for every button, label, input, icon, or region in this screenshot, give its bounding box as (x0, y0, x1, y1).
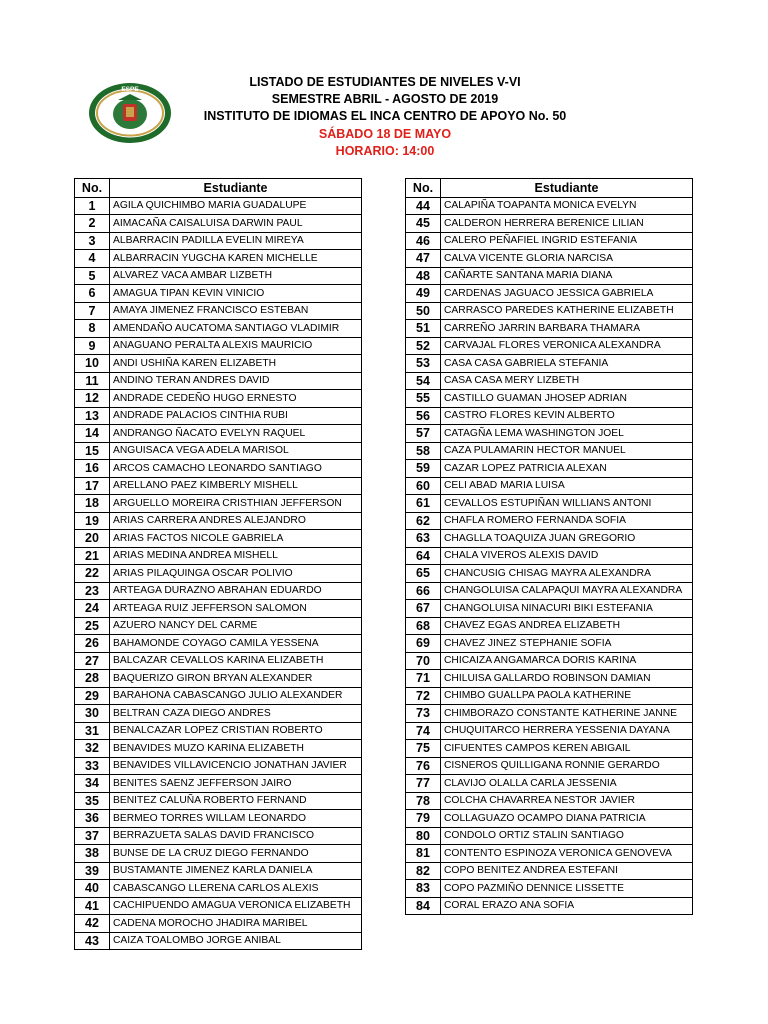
student-number: 36 (75, 810, 110, 828)
table-row (75, 652, 362, 670)
student-number: 34 (75, 775, 110, 793)
table-row (406, 670, 693, 688)
student-name: ANDRANGO ÑACATO EVELYN RAQUEL (110, 425, 362, 443)
table-row (75, 442, 362, 460)
table-row (75, 512, 362, 530)
student-number: 16 (75, 460, 110, 478)
table-row (75, 285, 362, 303)
student-name: CALAPIÑA TOAPANTA MONICA EVELYN (441, 197, 693, 215)
student-name: CHAGLLA TOAQUIZA JUAN GREGORIO (441, 530, 693, 548)
student-name: CHANGOLUISA CALAPAQUI MAYRA ALEXANDRA (441, 582, 693, 600)
student-number: 5 (75, 267, 110, 285)
student-name: CHANCUSIG CHISAG MAYRA ALEXANDRA (441, 565, 693, 583)
table-row (406, 407, 693, 425)
student-number: 27 (75, 652, 110, 670)
table-row (406, 250, 693, 268)
student-name: ARTEAGA DURAZNO ABRAHAN EDUARDO (110, 582, 362, 600)
table-row (75, 897, 362, 915)
student-number: 9 (75, 337, 110, 355)
student-number: 80 (406, 827, 441, 845)
table-row (75, 425, 362, 443)
student-name: AMAYA JIMENEZ FRANCISCO ESTEBAN (110, 302, 362, 320)
table-row (406, 617, 693, 635)
student-name: CASA CASA MERY LIZBETH (441, 372, 693, 390)
table-row (406, 267, 693, 285)
student-name: ANDRADE PALACIOS CINTHIA RUBI (110, 407, 362, 425)
student-name: CADENA MOROCHO JHADIRA MARIBEL (110, 915, 362, 933)
student-number: 41 (75, 897, 110, 915)
student-name: CARREÑO JARRIN BARBARA THAMARA (441, 320, 693, 338)
table-row (406, 600, 693, 618)
table-row (406, 512, 693, 530)
student-name: BENITES SAENZ JEFFERSON JAIRO (110, 775, 362, 793)
student-number: 12 (75, 390, 110, 408)
student-number: 31 (75, 722, 110, 740)
header-title: LISTADO DE ESTUDIANTES DE NIVELES V-VI (249, 75, 521, 89)
table-row (406, 372, 693, 390)
student-number: 65 (406, 565, 441, 583)
student-name: CHAVEZ JINEZ STEPHANIE SOFIA (441, 635, 693, 653)
student-number: 82 (406, 862, 441, 880)
student-number: 13 (75, 407, 110, 425)
student-number: 51 (406, 320, 441, 338)
table-row (75, 880, 362, 898)
student-name: CASTILLO GUAMAN JHOSEP ADRIAN (441, 390, 693, 408)
student-number: 50 (406, 302, 441, 320)
table-row (406, 460, 693, 478)
student-number: 8 (75, 320, 110, 338)
student-name: BAQUERIZO GIRON BRYAN ALEXANDER (110, 670, 362, 688)
table-row (406, 792, 693, 810)
table-row (75, 407, 362, 425)
table-row (406, 337, 693, 355)
student-number: 49 (406, 285, 441, 303)
table-row (406, 862, 693, 880)
student-number: 10 (75, 355, 110, 373)
student-number: 72 (406, 687, 441, 705)
student-name: BENITEZ CALUÑA ROBERTO FERNAND (110, 792, 362, 810)
student-name: CALVA VICENTE GLORIA NARCISA (441, 250, 693, 268)
table-row (406, 582, 693, 600)
student-number: 40 (75, 880, 110, 898)
table-row (406, 495, 693, 513)
student-number: 74 (406, 722, 441, 740)
student-number: 52 (406, 337, 441, 355)
student-name: BERMEO TORRES WILLAM LEONARDO (110, 810, 362, 828)
student-name: CHUQUITARCO HERRERA YESSENIA DAYANA (441, 722, 693, 740)
table-row (406, 547, 693, 565)
table-row (406, 355, 693, 373)
header-date: SÁBADO 18 DE MAYO (318, 126, 452, 141)
student-name: ANAGUANO PERALTA ALEXIS MAURICIO (110, 337, 362, 355)
table-row (75, 705, 362, 723)
column-header-number: No. (406, 179, 441, 198)
student-name: COLCHA CHAVARREA NESTOR JAVIER (441, 792, 693, 810)
document-header (200, 74, 570, 160)
table-row (406, 425, 693, 443)
table-row (75, 460, 362, 478)
student-name: CACHIPUENDO AMAGUA VERONICA ELIZABETH (110, 897, 362, 915)
student-name: CHICAIZA ANGAMARCA DORIS KARINA (441, 652, 693, 670)
table-row (75, 617, 362, 635)
student-number: 35 (75, 792, 110, 810)
student-number: 44 (406, 197, 441, 215)
student-number: 71 (406, 670, 441, 688)
student-name: CHIMBORAZO CONSTANTE KATHERINE JANNE (441, 705, 693, 723)
student-name: BELTRAN CAZA DIEGO ANDRES (110, 705, 362, 723)
student-name: COPO BENITEZ ANDREA ESTEFANI (441, 862, 693, 880)
table-row (406, 775, 693, 793)
student-number: 21 (75, 547, 110, 565)
student-number: 54 (406, 372, 441, 390)
student-number: 75 (406, 740, 441, 758)
student-number: 18 (75, 495, 110, 513)
table-row (406, 687, 693, 705)
student-number: 67 (406, 600, 441, 618)
student-number: 58 (406, 442, 441, 460)
student-name: ALBARRACIN PADILLA EVELIN MIREYA (110, 232, 362, 250)
student-name: ALVAREZ VACA AMBAR LIZBETH (110, 267, 362, 285)
student-name: COLLAGUAZO OCAMPO DIANA PATRICIA (441, 810, 693, 828)
table-row (406, 845, 693, 863)
table-row (406, 705, 693, 723)
table-row (406, 215, 693, 233)
student-number: 4 (75, 250, 110, 268)
student-number: 73 (406, 705, 441, 723)
student-number: 70 (406, 652, 441, 670)
student-name: ARGUELLO MOREIRA CRISTHIAN JEFFERSON (110, 495, 362, 513)
student-name: CIFUENTES CAMPOS KEREN ABIGAIL (441, 740, 693, 758)
student-number: 47 (406, 250, 441, 268)
student-number: 46 (406, 232, 441, 250)
student-name: CAÑARTE SANTANA MARIA DIANA (441, 267, 693, 285)
table-row (75, 547, 362, 565)
table-row (406, 390, 693, 408)
table-row (406, 232, 693, 250)
student-number: 26 (75, 635, 110, 653)
table-row (406, 652, 693, 670)
student-name: BAHAMONDE COYAGO CAMILA YESSENA (110, 635, 362, 653)
student-table-left (74, 178, 362, 950)
table-row (406, 722, 693, 740)
table-row (75, 267, 362, 285)
student-name: CORAL ERAZO ANA SOFIA (441, 897, 693, 915)
student-name: CISNEROS QUILLIGANA RONNIE GERARDO (441, 757, 693, 775)
student-number: 15 (75, 442, 110, 460)
student-name: ANDRADE CEDEÑO HUGO ERNESTO (110, 390, 362, 408)
student-number: 25 (75, 617, 110, 635)
student-number: 29 (75, 687, 110, 705)
table-row (406, 442, 693, 460)
table-row (75, 372, 362, 390)
student-number: 84 (406, 897, 441, 915)
table-row (75, 845, 362, 863)
student-number: 3 (75, 232, 110, 250)
table-row (75, 810, 362, 828)
table-row (406, 880, 693, 898)
student-name: ANDINO TERAN ANDRES DAVID (110, 372, 362, 390)
table-row (75, 477, 362, 495)
student-name: BUSTAMANTE JIMENEZ KARLA DANIELA (110, 862, 362, 880)
student-number: 55 (406, 390, 441, 408)
student-name: AZUERO NANCY DEL CARME (110, 617, 362, 635)
table-header-row (406, 179, 693, 198)
student-name: CALDERON HERRERA BERENICE LILIAN (441, 215, 693, 233)
student-name: CHANGOLUISA NINACURI BIKI ESTEFANIA (441, 600, 693, 618)
student-name: CAZA PULAMARIN HECTOR MANUEL (441, 442, 693, 460)
table-row (75, 635, 362, 653)
student-number: 32 (75, 740, 110, 758)
student-name: BUNSE DE LA CRUZ DIEGO FERNANDO (110, 845, 362, 863)
student-name: CHALA VIVEROS ALEXIS DAVID (441, 547, 693, 565)
table-row (75, 722, 362, 740)
student-number: 60 (406, 477, 441, 495)
student-number: 64 (406, 547, 441, 565)
student-name: ARCOS CAMACHO LEONARDO SANTIAGO (110, 460, 362, 478)
table-row (75, 337, 362, 355)
table-row (75, 197, 362, 215)
table-row (75, 565, 362, 583)
student-number: 77 (406, 775, 441, 793)
student-name: CASTRO FLORES KEVIN ALBERTO (441, 407, 693, 425)
student-name: CATAGÑA LEMA WASHINGTON JOEL (441, 425, 693, 443)
student-name: CASA CASA GABRIELA STEFANIA (441, 355, 693, 373)
student-name: ALBARRACIN YUGCHA KAREN MICHELLE (110, 250, 362, 268)
table-row (75, 582, 362, 600)
student-number: 76 (406, 757, 441, 775)
column-header-student: Estudiante (441, 179, 693, 198)
table-header-row (75, 179, 362, 198)
student-number: 38 (75, 845, 110, 863)
student-number: 7 (75, 302, 110, 320)
table-row (75, 495, 362, 513)
student-number: 30 (75, 705, 110, 723)
table-row (75, 915, 362, 933)
student-number: 20 (75, 530, 110, 548)
table-row (406, 897, 693, 915)
table-row (406, 302, 693, 320)
student-name: ARELLANO PAEZ KIMBERLY MISHELL (110, 477, 362, 495)
student-name: CALERO PEÑAFIEL INGRID ESTEFANIA (441, 232, 693, 250)
table-row (406, 810, 693, 828)
table-row (406, 740, 693, 758)
table-row (406, 477, 693, 495)
header-semester: SEMESTRE ABRIL - AGOSTO DE 2019 (271, 92, 499, 107)
student-name: CLAVIJO OLALLA CARLA JESSENIA (441, 775, 693, 793)
student-name: CELI ABAD MARIA LUISA (441, 477, 693, 495)
table-row (406, 530, 693, 548)
table-row (75, 862, 362, 880)
student-number: 48 (406, 267, 441, 285)
student-number: 11 (75, 372, 110, 390)
table-row (75, 757, 362, 775)
student-number: 59 (406, 460, 441, 478)
table-row (75, 232, 362, 250)
table-row (406, 197, 693, 215)
logo-text: ESPE (121, 86, 139, 93)
student-name: AGILA QUICHIMBO MARIA GUADALUPE (110, 197, 362, 215)
student-number: 83 (406, 880, 441, 898)
student-name: CEVALLOS ESTUPIÑAN WILLIANS ANTONI (441, 495, 693, 513)
student-number: 24 (75, 600, 110, 618)
student-number: 33 (75, 757, 110, 775)
student-name: BENAVIDES MUZO KARINA ELIZABETH (110, 740, 362, 758)
table-row (75, 740, 362, 758)
student-name: ANGUISACA VEGA ADELA MARISOL (110, 442, 362, 460)
table-row (75, 320, 362, 338)
student-name: CARVAJAL FLORES VERONICA ALEXANDRA (441, 337, 693, 355)
header-institute: INSTITUTO DE IDIOMAS EL INCA CENTRO DE APOYO No. 50 (203, 109, 567, 124)
student-number: 66 (406, 582, 441, 600)
student-number: 17 (75, 477, 110, 495)
student-table-right (405, 178, 693, 915)
column-header-student: Estudiante (110, 179, 362, 198)
student-number: 19 (75, 512, 110, 530)
student-name: CAIZA TOALOMBO JORGE ANIBAL (110, 932, 362, 950)
student-name: CONDOLO ORTIZ STALIN SANTIAGO (441, 827, 693, 845)
student-number: 68 (406, 617, 441, 635)
table-row (75, 792, 362, 810)
student-number: 37 (75, 827, 110, 845)
student-name: ANDI USHIÑA KAREN ELIZABETH (110, 355, 362, 373)
student-name: CARDENAS JAGUACO JESSICA GABRIELA (441, 285, 693, 303)
student-name: CONTENTO ESPINOZA VERONICA GENOVEVA (441, 845, 693, 863)
table-row (75, 775, 362, 793)
table-row (406, 635, 693, 653)
student-number: 81 (406, 845, 441, 863)
student-number: 53 (406, 355, 441, 373)
student-name: COPO PAZMIÑO DENNICE LISSETTE (441, 880, 693, 898)
student-number: 39 (75, 862, 110, 880)
table-row (406, 757, 693, 775)
student-number: 56 (406, 407, 441, 425)
student-name: CHAFLA ROMERO FERNANDA SOFIA (441, 512, 693, 530)
student-number: 57 (406, 425, 441, 443)
student-name: AIMACAÑA CAISALUISA DARWIN PAUL (110, 215, 362, 233)
table-row (406, 320, 693, 338)
student-number: 23 (75, 582, 110, 600)
student-name: BARAHONA CABASCANGO JULIO ALEXANDER (110, 687, 362, 705)
student-name: CAZAR LOPEZ PATRICIA ALEXAN (441, 460, 693, 478)
student-name: BENAVIDES VILLAVICENCIO JONATHAN JAVIER (110, 757, 362, 775)
student-number: 1 (75, 197, 110, 215)
student-number: 42 (75, 915, 110, 933)
table-row (406, 827, 693, 845)
student-number: 62 (406, 512, 441, 530)
table-row (75, 600, 362, 618)
student-number: 43 (75, 932, 110, 950)
espe-logo (88, 82, 172, 144)
table-row (75, 355, 362, 373)
table-row (75, 250, 362, 268)
student-number: 6 (75, 285, 110, 303)
student-name: AMENDAÑO AUCATOMA SANTIAGO VLADIMIR (110, 320, 362, 338)
student-number: 61 (406, 495, 441, 513)
student-name: CARRASCO PAREDES KATHERINE ELIZABETH (441, 302, 693, 320)
student-number: 78 (406, 792, 441, 810)
table-row (75, 302, 362, 320)
student-name: ARTEAGA RUIZ JEFFERSON SALOMON (110, 600, 362, 618)
student-name: ARIAS PILAQUINGA OSCAR POLIVIO (110, 565, 362, 583)
student-number: 45 (406, 215, 441, 233)
student-name: CHILUISA GALLARDO ROBINSON DAMIAN (441, 670, 693, 688)
column-header-number: No. (75, 179, 110, 198)
student-name: CHAVEZ EGAS ANDREA ELIZABETH (441, 617, 693, 635)
student-number: 79 (406, 810, 441, 828)
table-row (75, 687, 362, 705)
header-time: HORARIO: 14:00 (335, 143, 435, 158)
student-number: 69 (406, 635, 441, 653)
student-number: 28 (75, 670, 110, 688)
table-row (406, 565, 693, 583)
student-name: BENALCAZAR LOPEZ CRISTIAN ROBERTO (110, 722, 362, 740)
student-name: CHIMBO GUALLPA PAOLA KATHERINE (441, 687, 693, 705)
table-row (75, 215, 362, 233)
student-number: 22 (75, 565, 110, 583)
table-row (75, 827, 362, 845)
student-name: BERRAZUETA SALAS DAVID FRANCISCO (110, 827, 362, 845)
table-row (406, 285, 693, 303)
student-number: 2 (75, 215, 110, 233)
student-name: CABASCANGO LLERENA CARLOS ALEXIS (110, 880, 362, 898)
table-row (75, 932, 362, 950)
student-number: 63 (406, 530, 441, 548)
student-name: ARIAS FACTOS NICOLE GABRIELA (110, 530, 362, 548)
student-name: ARIAS MEDINA ANDREA MISHELL (110, 547, 362, 565)
table-row (75, 530, 362, 548)
table-row (75, 390, 362, 408)
student-number: 14 (75, 425, 110, 443)
student-name: ARIAS CARRERA ANDRES ALEJANDRO (110, 512, 362, 530)
student-name: AMAGUA TIPAN KEVIN VINICIO (110, 285, 362, 303)
student-name: BALCAZAR CEVALLOS KARINA ELIZABETH (110, 652, 362, 670)
table-row (75, 670, 362, 688)
